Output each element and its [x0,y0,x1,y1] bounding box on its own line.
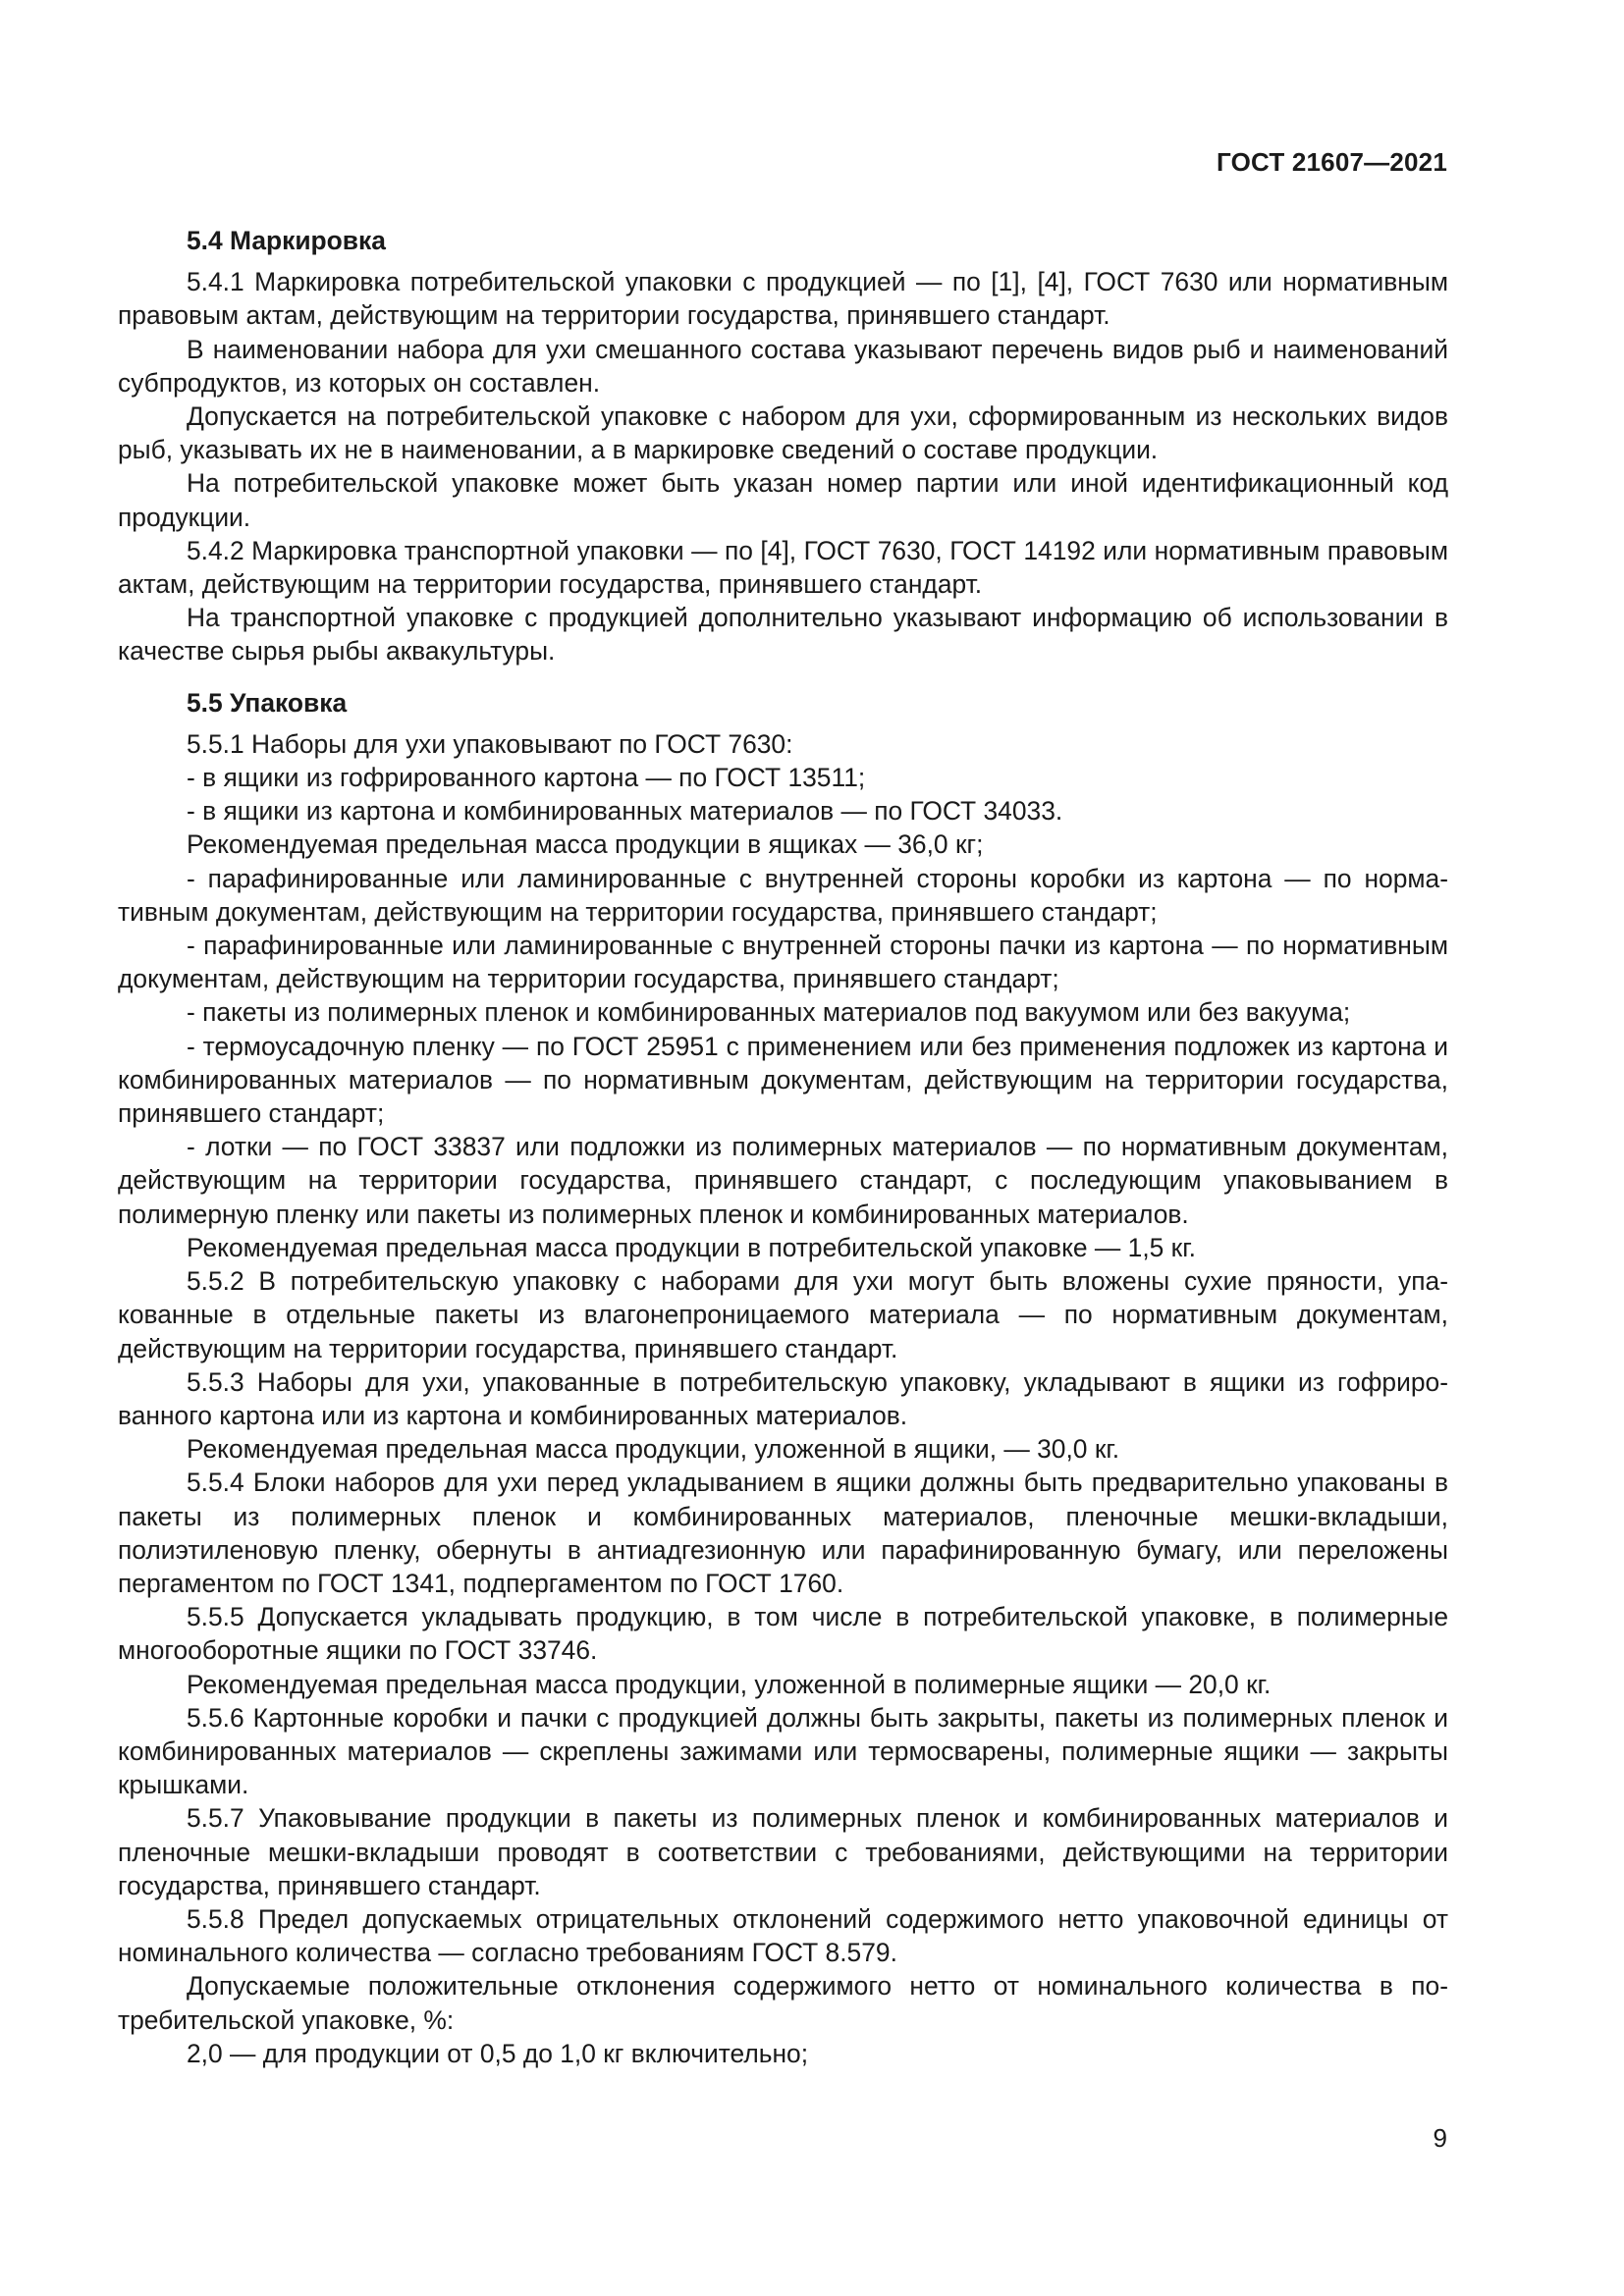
paragraph: Допускаемые положительные отклонения содержимого нетто от номинального количества в потребительской упаковке, %: [118,1971,1448,2035]
paragraph: В наименовании набора для ухи смешанного состава указывают перечень видов рыб и наименований субпродуктов, из которых он составлен. [118,334,1448,398]
paragraph: 5.5.8 Предел допускаемых отрицательных отклонений содержимого нетто упаковочной единицы от номинального количества — согласно требованиям ГОСТ 8.579. [118,1903,1448,1968]
paragraph: - в ящики из гофрированного картона — по ГОСТ 13511; [187,763,866,793]
paragraph: Рекомендуемая предельная масса продукции, уложенной в полимерные ящики — 20,0 кг. [187,1669,1272,1699]
paragraph: 5.5.2 В потребительскую упаковку с наборами для ухи могут быть вложены сухие пряности, упакованные в отдельные пакеты из влагонепроницаемого материала — по нормативным документам, действующим на территории государства, принявшего стандарт. [118,1266,1448,1363]
section-packaging [118,686,1448,2070]
paragraph: 5.5.7 Упаковывание продукции в пакеты из полимерных пленок и комбинированных материалов и пленочные мешки-вкладыши проводят в соответствии с требованиями, действующими на территории государства, принявшего стандарт. [118,1803,1448,1900]
paragraph: 5.5.6 Картонные коробки и пачки с продукцией должны быть закрыты, пакеты из полимерных пленок и комбинированных материалов — скреплены зажимами или термосварены, полимерные ящики — закрыты крышками. [118,1702,1448,1800]
paragraph: Рекомендуемая предельная масса продукции в ящиках — 36,0 кг; [187,829,984,860]
paragraph: - парафинированные или ламинированные с внутренней стороны коробки из картона — по нормативным документам, действующим на территории государства, принявшего стандарт; [118,863,1448,927]
section-title: 5.4 Маркировка [187,226,386,255]
paragraph: Рекомендуемая предельная масса продукции в потребительской упаковке — 1,5 кг. [187,1232,1196,1262]
paragraph: 5.4.2 Маркировка транспортной упаковки — по [4], ГОСТ 7630, ГОСТ 14192 или нормативным правовым актам, действующим на территории государства, принявшего стандарт. [118,535,1448,600]
paragraph: На транспортной упаковке с продукцией дополнительно указывают информацию об использовании в качестве сырья рыбы аквакультуры. [118,603,1448,667]
paragraph: 5.5.3 Наборы для ухи, упакованные в потребительскую упаковку, укладывают в ящики из гофрированного картона или из картона и комбинированных материалов. [118,1366,1448,1430]
paragraph: Рекомендуемая предельная масса продукции, уложенной в ящики, — 30,0 кг. [187,1434,1120,1465]
document-code-header: ГОСТ 21607—2021 [1217,147,1447,177]
document-body [118,224,1448,2070]
paragraph: Допускается на потребительской упаковке с набором для ухи, сформированным из нескольких видов рыб, указывать их не в наименовании, а в маркировке сведений о составе продукции. [118,401,1448,465]
paragraph: 5.5.4 Блоки наборов для ухи перед укладыванием в ящики должны быть предварительно упакованы в пакеты из полимерных пленок и комбинированных материалов, пленочные мешки-вкладыши, полиэтиленовую пленку, обернуты в антиадгезионную или парафинированную бумагу, или переложены пергаментом по ГОСТ 1341, подпергаментом по ГОСТ 1760. [118,1468,1448,1598]
paragraph: 2,0 — для продукции от 0,5 до 1,0 кг включительно; [187,2038,809,2068]
paragraph: 5.5.5 Допускается укладывать продукцию, в том числе в потребительской упаковке, в полимерные многооборотные ящики по ГОСТ 33746. [118,1602,1448,1666]
section-title: 5.5 Упаковка [187,687,348,718]
paragraph: - термоусадочную пленку — по ГОСТ 25951 с применением или без применения подложек из картона и комбинированных материалов — по нормативным документам, действующим на территории государства, принявшего стандарт; [118,1031,1448,1129]
paragraph: - пакеты из полимерных пленок и комбинированных материалов под вакуумом или без вакуума; [187,997,1351,1028]
paragraph: 5.4.1 Маркировка потребительской упаковки с продукцией — по [1], [4], ГОСТ 7630 или нормативным правовым актам, действующим на территории государства, принявшего стандарт. [118,267,1448,331]
paragraph: - в ящики из картона и комбинированных материалов — по ГОСТ 34033. [187,796,1063,827]
paragraph: - лотки — по ГОСТ 33837 или подложки из полимерных материалов — по нормативным документам, действующим на территории государства, принявшего стандарт, с последующим упаковыванием в полимерную пленку или пакеты из полимерных пленок и комбинированных материалов. [118,1132,1448,1229]
paragraph: На потребительской упаковке может быть указан номер партии или иной идентификационный код продукции. [118,468,1448,532]
section-marking [118,224,1448,668]
paragraph: - парафинированные или ламинированные с внутренней стороны пачки из картона — по нормативным документам, действующим на территории государства, принявшего стандарт; [118,931,1448,994]
page-number: 9 [1433,2123,1447,2153]
paragraph: 5.5.1 Наборы для ухи упаковывают по ГОСТ 7630: [187,728,793,759]
